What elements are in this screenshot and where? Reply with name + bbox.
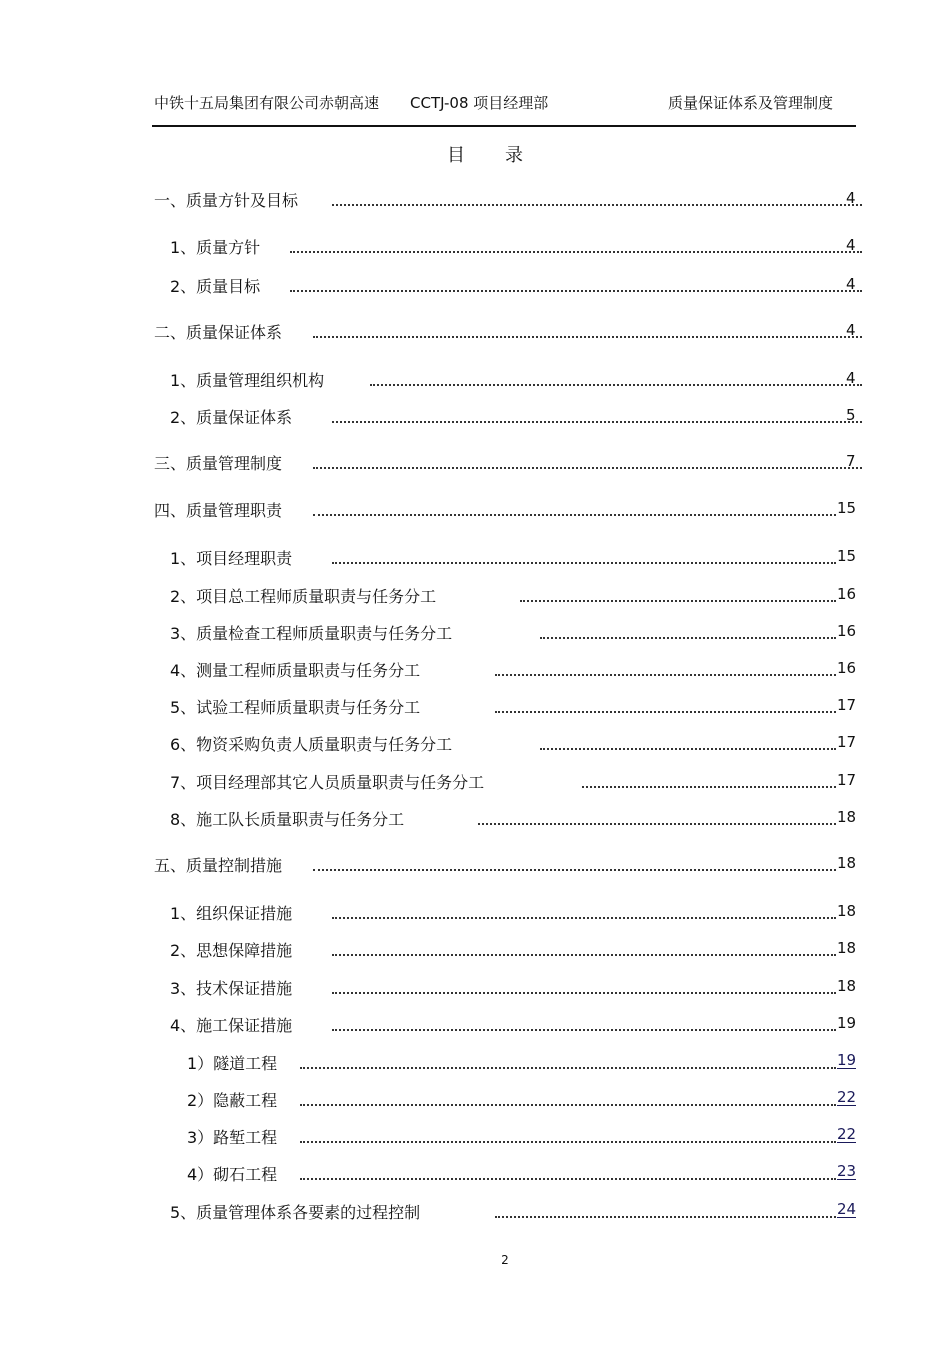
toc-dot-leader bbox=[495, 1204, 836, 1218]
toc-entry-page: 19 bbox=[837, 1014, 857, 1032]
toc-entry-label: 三、质量管理制度 bbox=[154, 454, 283, 473]
page-title: 目录 bbox=[447, 145, 563, 166]
toc-entry-label: 8、施工队长质量职责与任务分工 bbox=[170, 810, 405, 829]
toc-entry[interactable] bbox=[170, 235, 866, 257]
toc-entry-page: 23 bbox=[837, 1162, 857, 1180]
toc-entry-label: 5、质量管理体系各要素的过程控制 bbox=[170, 1203, 421, 1222]
header-right: 质量保证体系及管理制度 bbox=[668, 94, 834, 112]
toc-entry-page: 15 bbox=[837, 499, 857, 517]
toc-entry-label: 2、项目总工程师质量职责与任务分工 bbox=[170, 587, 437, 606]
toc-entry[interactable] bbox=[187, 1088, 866, 1110]
header-middle: CCTJ-08 项目经理部 bbox=[410, 94, 549, 112]
toc-dot-leader bbox=[300, 1129, 836, 1143]
toc-dot-leader bbox=[370, 372, 862, 386]
toc-entry-label: 4、测量工程师质量职责与任务分工 bbox=[170, 661, 421, 680]
toc-dot-leader bbox=[332, 942, 836, 956]
toc-entry-page: 17 bbox=[837, 733, 857, 751]
toc-dot-leader bbox=[332, 980, 836, 994]
toc-entry-page: 16 bbox=[837, 585, 857, 603]
toc-dot-leader bbox=[313, 857, 836, 871]
toc-entry-label: 一、质量方针及目标 bbox=[154, 191, 299, 210]
toc-entry-page: 4 bbox=[846, 321, 856, 339]
toc-entry-page: 4 bbox=[846, 189, 856, 207]
toc-entry[interactable] bbox=[170, 274, 866, 296]
toc-entry-page: 4 bbox=[846, 236, 856, 254]
toc-entry[interactable] bbox=[170, 695, 866, 717]
toc-dot-leader bbox=[313, 324, 862, 338]
toc-entry-label: 1、质量管理组织机构 bbox=[170, 371, 325, 390]
toc-entry[interactable] bbox=[154, 498, 866, 520]
toc-entry-label: 4）砌石工程 bbox=[187, 1165, 278, 1184]
toc-entry-label: 四、质量管理职责 bbox=[154, 501, 283, 520]
toc-dot-leader bbox=[290, 278, 862, 292]
header-rule bbox=[152, 125, 856, 127]
toc-dot-leader bbox=[332, 550, 836, 564]
toc-dot-leader bbox=[300, 1055, 836, 1069]
toc-dot-leader bbox=[520, 588, 836, 602]
toc-entry[interactable] bbox=[170, 584, 866, 606]
toc-entry-label: 1）隧道工程 bbox=[187, 1054, 278, 1073]
toc-entry[interactable] bbox=[154, 853, 866, 875]
toc-entry-page: 7 bbox=[846, 452, 856, 470]
toc-entry-label: 1、项目经理职责 bbox=[170, 549, 293, 568]
toc-entry-label: 1、质量方针 bbox=[170, 238, 261, 257]
toc-entry-page: 16 bbox=[837, 622, 857, 640]
toc-entry-label: 1、组织保证措施 bbox=[170, 904, 293, 923]
toc-entry-page: 16 bbox=[837, 659, 857, 677]
toc-entry[interactable] bbox=[187, 1125, 866, 1147]
page-number: 2 bbox=[501, 1253, 509, 1267]
toc-dot-leader bbox=[582, 774, 836, 788]
toc-entry-label: 7、项目经理部其它人员质量职责与任务分工 bbox=[170, 773, 485, 792]
toc-entry-page: 5 bbox=[846, 406, 856, 424]
toc-entry-page: 19 bbox=[837, 1051, 857, 1069]
toc-entry[interactable] bbox=[170, 405, 866, 427]
toc-entry-page: 24 bbox=[837, 1200, 857, 1218]
toc-dot-leader bbox=[478, 811, 836, 825]
toc-dot-leader bbox=[290, 239, 862, 253]
toc-entry-page: 18 bbox=[837, 977, 857, 995]
toc-dot-leader bbox=[540, 625, 836, 639]
toc-entry[interactable] bbox=[170, 976, 866, 998]
toc-entry[interactable] bbox=[170, 658, 866, 680]
toc-entry-label: 2、思想保障措施 bbox=[170, 941, 293, 960]
toc-entry[interactable] bbox=[154, 451, 866, 473]
toc-entry[interactable] bbox=[170, 901, 866, 923]
toc-dot-leader bbox=[300, 1092, 836, 1106]
toc-entry[interactable] bbox=[187, 1051, 866, 1073]
toc-entry[interactable] bbox=[187, 1162, 866, 1184]
toc-entry-label: 2、质量保证体系 bbox=[170, 408, 293, 427]
toc-entry-page: 18 bbox=[837, 854, 857, 872]
toc-entry-page: 18 bbox=[837, 939, 857, 957]
toc-entry-page: 17 bbox=[837, 771, 857, 789]
toc-entry[interactable] bbox=[170, 732, 866, 754]
toc-entry-page: 15 bbox=[837, 547, 857, 565]
toc-entry[interactable] bbox=[170, 546, 866, 568]
toc-entry[interactable] bbox=[170, 621, 866, 643]
toc-entry-label: 3、技术保证措施 bbox=[170, 979, 293, 998]
toc-entry[interactable] bbox=[170, 938, 866, 960]
toc-entry-label: 2、质量目标 bbox=[170, 277, 261, 296]
toc-dot-leader bbox=[495, 662, 836, 676]
toc-entry-label: 二、质量保证体系 bbox=[154, 323, 283, 342]
header-left: 中铁十五局集团有限公司赤朝高速 bbox=[154, 94, 380, 112]
toc-entry-label: 2）隐蔽工程 bbox=[187, 1091, 278, 1110]
toc-entry-page: 18 bbox=[837, 902, 857, 920]
toc-entry-page: 4 bbox=[846, 275, 856, 293]
toc-entry[interactable] bbox=[170, 807, 866, 829]
toc-dot-leader bbox=[540, 736, 836, 750]
toc-entry-label: 3、质量检查工程师质量职责与任务分工 bbox=[170, 624, 453, 643]
toc-entry-page: 17 bbox=[837, 696, 857, 714]
toc-dot-leader bbox=[313, 502, 836, 516]
toc-entry[interactable] bbox=[170, 770, 866, 792]
toc-entry[interactable] bbox=[154, 320, 866, 342]
toc-entry[interactable] bbox=[170, 368, 866, 390]
toc-entry-label: 6、物资采购负责人质量职责与任务分工 bbox=[170, 735, 453, 754]
toc-entry-label: 3）路堑工程 bbox=[187, 1128, 278, 1147]
toc-dot-leader bbox=[313, 455, 862, 469]
toc-dot-leader bbox=[332, 409, 862, 423]
toc-entry-label: 4、施工保证措施 bbox=[170, 1016, 293, 1035]
toc-entry-page: 22 bbox=[837, 1088, 857, 1106]
toc-dot-leader bbox=[332, 192, 862, 206]
toc-entry[interactable] bbox=[170, 1013, 866, 1035]
toc-dot-leader bbox=[332, 905, 836, 919]
toc-entry-label: 五、质量控制措施 bbox=[154, 856, 283, 875]
toc-dot-leader bbox=[332, 1017, 836, 1031]
toc-entry[interactable] bbox=[170, 1200, 866, 1222]
toc-entry-label: 5、试验工程师质量职责与任务分工 bbox=[170, 698, 421, 717]
toc-dot-leader bbox=[495, 699, 836, 713]
toc-entry-page: 18 bbox=[837, 808, 857, 826]
toc-entry[interactable] bbox=[154, 188, 866, 210]
toc-dot-leader bbox=[300, 1166, 836, 1180]
toc-entry-page: 22 bbox=[837, 1125, 857, 1143]
toc-entry-page: 4 bbox=[846, 369, 856, 387]
